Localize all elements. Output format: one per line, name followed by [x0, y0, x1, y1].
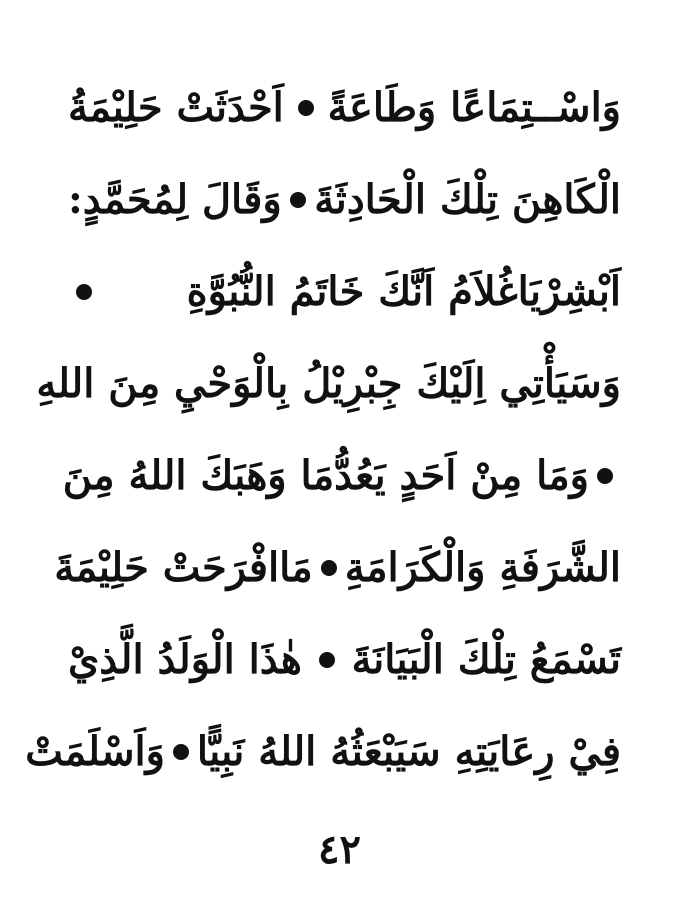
- bullet-separator: [319, 652, 335, 668]
- text-segment: وَاسْــتِمَاعًا وَطَاعَةً: [327, 84, 621, 131]
- text-segment: الْكَاهِنَ تِلْكَ الْحَادِثَةَ: [314, 176, 621, 223]
- text-segment: الشَّرَفَةِ وَالْكَرَامَةِ: [344, 544, 621, 591]
- text-segment: وَمَا مِنْ اَحَدٍ يَعُدُّمَا وَهَبَكَ اللهُ مِنَ: [62, 452, 589, 499]
- arabic-text-block: [25, 62, 621, 798]
- text-segment: فِيْ رِعَايَتِهِ سَيَبْعَثُهُ اللهُ نَبِيًّا: [196, 728, 621, 775]
- text-line-8: [25, 706, 621, 798]
- text-line-3: [68, 246, 621, 338]
- text-segment: اَبْشِرْيَاغُلاَمُ اَنَّكَ خَاتَمُ النُّبُوَّةِ: [186, 268, 621, 315]
- text-line-4: [36, 338, 621, 430]
- text-line-2: [68, 154, 621, 246]
- text-segment: وَاَسْلَمَتْ: [25, 728, 165, 775]
- text-segment: مَاافْرَحَتْ حَلِيْمَةَ: [54, 544, 313, 591]
- text-segment: تَسْمَعُ تِلْكَ الْبَيَانَةَ: [351, 636, 621, 683]
- page-number: ٤٢: [318, 826, 361, 873]
- bullet-separator: [290, 192, 306, 208]
- text-segment: وَسَيَأْتِي اِلَيْكَ جِبْرِيْلُ بِالْوَحْيِ مِنَ اللهِ: [36, 360, 621, 407]
- bullet-separator: [298, 100, 314, 116]
- text-line-7: [68, 614, 621, 706]
- bullet-separator: [321, 560, 337, 576]
- bullet-separator: [76, 284, 92, 300]
- text-segment: وَقَالَ لِمُحَمَّدٍ:: [68, 176, 282, 223]
- text-segment: اَحْدَثَتْ حَلِيْمَةُ: [68, 84, 284, 131]
- bullet-separator: [173, 744, 189, 760]
- text-line-6: [54, 522, 621, 614]
- text-line-1: [68, 62, 621, 154]
- text-segment: هٰذَا الْوَلَدُ الَّذِيْ: [68, 636, 302, 683]
- bullet-separator: [597, 468, 613, 484]
- text-line-5: [62, 430, 621, 522]
